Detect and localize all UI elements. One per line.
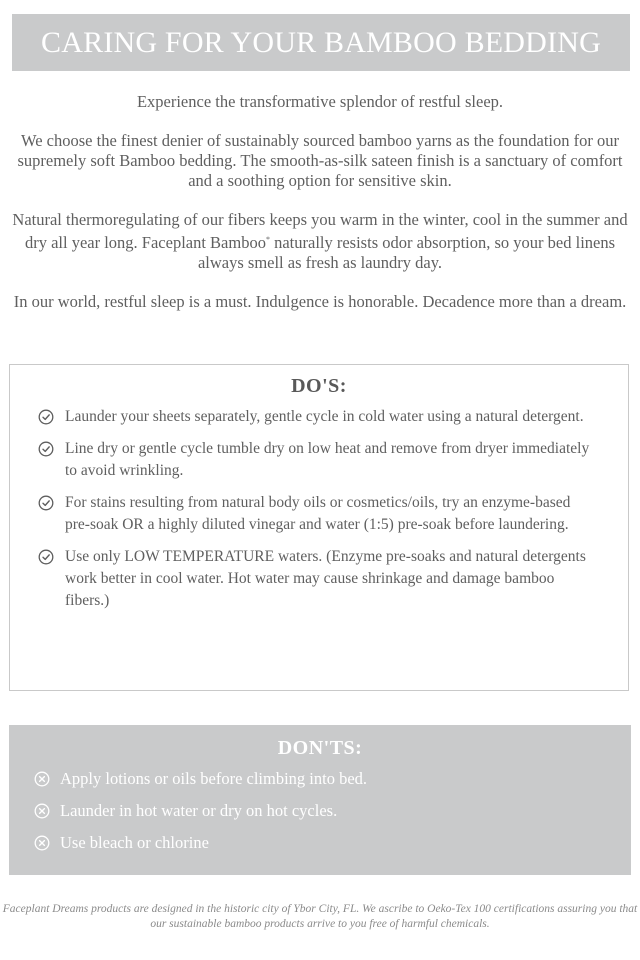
dos-heading: DO'S: xyxy=(291,375,347,397)
intro-section xyxy=(4,92,636,331)
dos-item xyxy=(38,406,598,428)
dos-item xyxy=(38,438,598,482)
x-circle-icon xyxy=(34,835,50,851)
intro-paragraph-materials: We choose the finest denier of sustainably sourced bamboo yarns as the foundation for our supremely soft Bamboo bedding. The smooth-as-silk sateen finish is a sanctuary of comfort and a soothing option for sensitive skin. xyxy=(17,131,623,190)
donts-item xyxy=(34,800,367,822)
footer-note: Faceplant Dreams products are designed in the historic city of Ybor City, FL. We ascribe to Oeko-Tex 100 certifications assuring you that our sustainable bamboo products arrive to you free of harmful chemicals. xyxy=(2,903,638,930)
donts-item-text: Use bleach or chlorine xyxy=(60,833,209,852)
check-circle-icon xyxy=(38,441,54,457)
donts-item-text: Apply lotions or oils before climbing into bed. xyxy=(60,769,368,788)
check-circle-icon xyxy=(38,495,54,511)
page-title: CARING FOR YOUR BAMBOO BEDDING xyxy=(41,25,601,59)
donts-heading: DON'TS: xyxy=(277,737,363,759)
donts-item xyxy=(34,768,367,790)
intro-paragraph-thermoregulation xyxy=(4,210,636,273)
dos-item-text: For stains resulting from natural body oils or cosmetics/oils, try an enzyme-based pre-soak OR a highly diluted vinegar and water (1:5) pre-soak before laundering. xyxy=(65,494,571,533)
donts-list xyxy=(34,768,367,864)
x-circle-icon xyxy=(34,771,50,787)
intro-tagline: Experience the transformative splendor of restful sleep. xyxy=(136,92,504,111)
donts-box xyxy=(9,725,631,875)
dos-item-text: Use only LOW TEMPERATURE waters. (Enzyme pre-soaks and natural detergents work better in cool water. Hot water may cause shrinkage and damage bamboo fibers.) xyxy=(65,548,586,609)
intro-text-part: Natural thermoregulating of our fibers keeps you warm in the winter, cool in the summer and dry all year long. Faceplant Bamboo xyxy=(12,210,628,252)
x-circle-icon xyxy=(34,803,50,819)
dos-item xyxy=(38,546,598,612)
dos-item-text: Launder your sheets separately, gentle cycle in cold water using a natural detergent. xyxy=(65,408,584,425)
donts-item-text: Launder in hot water or dry on hot cycles. xyxy=(60,801,338,820)
check-circle-icon xyxy=(38,409,54,425)
dos-item xyxy=(38,492,598,536)
trademark-mark: * xyxy=(265,235,270,244)
check-circle-icon xyxy=(38,549,54,565)
intro-text-part: naturally resists odor absorption, so your bed linens always smell as fresh as laundry day. xyxy=(197,233,616,272)
dos-item-text: Line dry or gentle cycle tumble dry on low heat and remove from dryer immediately to avoid wrinkling. xyxy=(65,440,590,479)
intro-paragraph-closing: In our world, restful sleep is a must. Indulgence is honorable. Decadence more than a dream. xyxy=(13,292,627,311)
dos-list xyxy=(38,406,598,622)
title-banner xyxy=(12,14,630,71)
donts-item xyxy=(34,832,367,854)
dos-box xyxy=(9,364,629,691)
